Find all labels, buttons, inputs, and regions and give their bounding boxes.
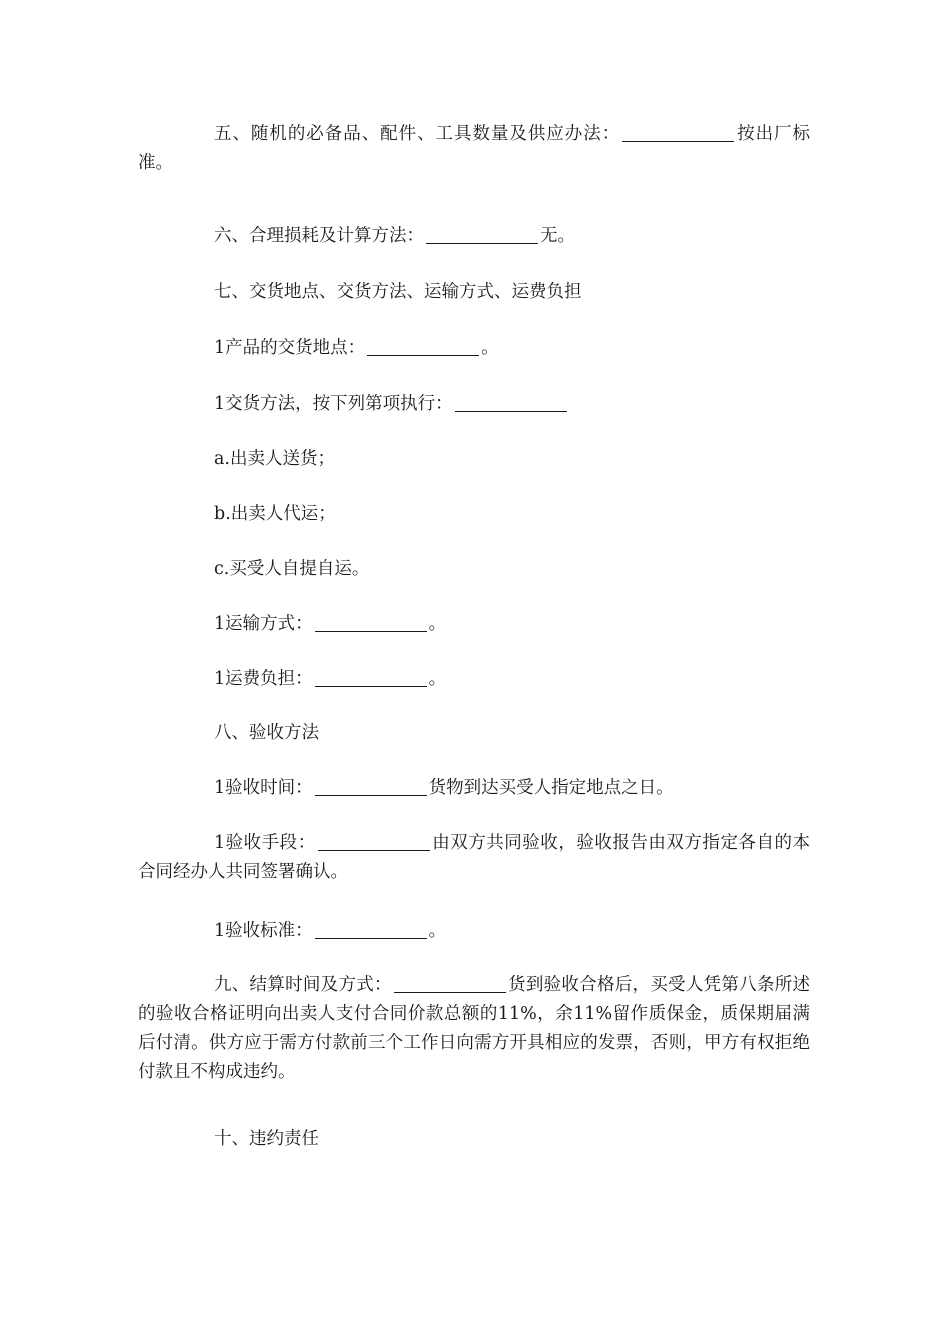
fill-in-blank[interactable]: [318, 849, 430, 851]
clause-text: 。: [428, 921, 447, 941]
section-heading: 八、验收方法: [214, 723, 319, 743]
clause-5-accessories: [138, 120, 810, 178]
clause-8-1-time: [138, 774, 810, 803]
clause-8-3-standard: [138, 917, 810, 946]
clause-text: 。: [428, 669, 447, 689]
clause-text: 。: [428, 614, 447, 634]
clause-7-4-freight: [138, 665, 810, 694]
clause-text: 1运输方式：: [214, 614, 313, 634]
clause-text: 。: [481, 338, 499, 358]
section-heading: 七、交货地点、交货方法、运输方式、运费负担: [214, 282, 582, 302]
clause-9-settlement: [138, 971, 810, 1087]
option-b: [138, 500, 810, 529]
clause-text: 五、随机的必备品、配件、工具数量及供应办法：: [214, 124, 621, 144]
clause-8-2-means: [138, 829, 810, 887]
fill-in-blank[interactable]: [315, 630, 427, 632]
clause-text: 1验收标准：: [214, 921, 313, 941]
fill-in-blank[interactable]: [455, 410, 567, 412]
fill-in-blank[interactable]: [394, 991, 506, 993]
clause-text: 货物到达买受人指定地点之日。: [428, 778, 674, 798]
clause-6-loss: [138, 222, 810, 251]
clause-7-2-method: [138, 390, 810, 419]
clause-text: 六、合理损耗及计算方法：: [214, 226, 424, 246]
clause-text: 按出厂标准。: [138, 124, 811, 173]
clause-text: 1交货方法，按下列第项执行：: [214, 394, 453, 414]
clause-8-heading: [138, 719, 810, 748]
fill-in-blank[interactable]: [426, 242, 538, 244]
clause-text: 1验收时间：: [214, 778, 313, 798]
clause-text: 货到验收合格后，买受人凭第八条所述的验收合格证明向出卖人支付合同价款总额的11%，余11%留作质保金，质保期届满后付清。供方应于需方付款前三个工作日向需方开具相应的发票，否则，甲方有权拒绝付款且不构成违约。: [138, 975, 811, 1082]
clause-text: 1验收手段：: [214, 833, 316, 853]
option-text: a.出卖人送货；: [214, 449, 335, 469]
fill-in-blank[interactable]: [315, 794, 427, 796]
fill-in-blank[interactable]: [315, 937, 427, 939]
section-heading: 十、违约责任: [214, 1129, 319, 1149]
clause-text: 由双方共同验收，验收报告由双方指定各自的本合同经办人共同签署确认。: [138, 833, 810, 882]
option-c: [138, 555, 810, 584]
clause-text: 无。: [540, 226, 575, 246]
clause-text: 1产品的交货地点：: [214, 338, 366, 358]
clause-text: 九、结算时间及方式：: [214, 975, 392, 995]
option-text: c.买受人自提自运。: [214, 559, 370, 579]
clause-text: 1运费负担：: [214, 669, 313, 689]
clause-10-heading: [138, 1125, 810, 1154]
fill-in-blank[interactable]: [367, 354, 479, 356]
option-text: b.出卖人代运；: [214, 504, 336, 524]
fill-in-blank[interactable]: [315, 685, 427, 687]
clause-7-heading: [138, 278, 810, 307]
fill-in-blank[interactable]: [622, 140, 734, 142]
clause-7-1-location: [138, 334, 810, 363]
clause-7-3-transport: [138, 610, 810, 639]
option-a: [138, 445, 810, 474]
